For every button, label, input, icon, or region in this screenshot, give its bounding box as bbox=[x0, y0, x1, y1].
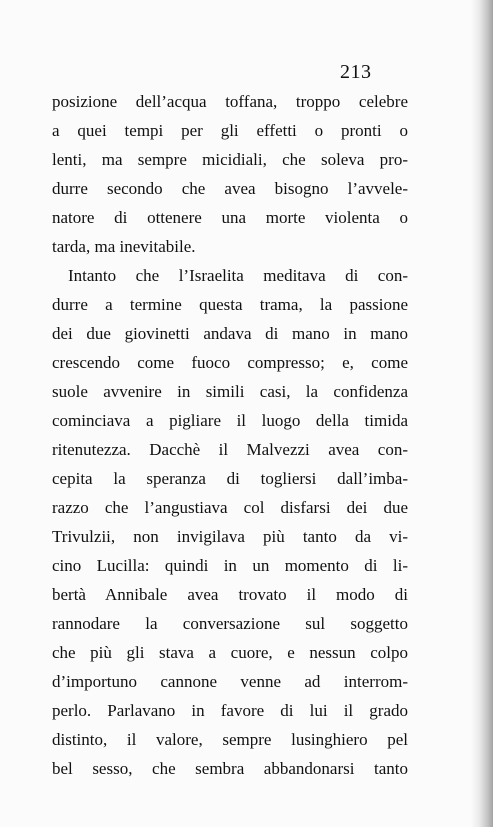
text-line: cominciava a pigliare il luogo della timida bbox=[52, 411, 408, 430]
text-line: crescendo come fuoco compresso; e, come bbox=[52, 353, 408, 372]
text-line: posizione dell’acqua toffana, troppo celebre bbox=[52, 92, 408, 111]
body-text bbox=[52, 87, 408, 783]
page-gutter-shadow bbox=[471, 0, 493, 827]
text-line: tarda, ma inevitabile. bbox=[52, 237, 196, 256]
text-line: bel sesso, che sembra abbandonarsi tanto bbox=[52, 759, 408, 778]
text-line: d’importuno cannone venne ad interrom- bbox=[52, 672, 408, 691]
text-line: dei due giovinetti andava di mano in mano bbox=[52, 324, 408, 343]
text-line: cino Lucilla: quindi in un momento di li- bbox=[52, 556, 408, 575]
text-line: lenti, ma sempre micidiali, che soleva pro- bbox=[52, 150, 408, 169]
text-line: Trivulzii, non invigilava più tanto da vi- bbox=[52, 527, 408, 546]
text-line: che più gli stava a cuore, e nessun colpo bbox=[52, 643, 408, 662]
text-line: ritenutezza. Dacchè il Malvezzi avea con- bbox=[52, 440, 408, 459]
text-line: durre secondo che avea bisogno l’avvele- bbox=[52, 179, 408, 198]
text-line: Intanto che l’Israelita meditava di con- bbox=[68, 266, 408, 285]
text-line: perlo. Parlavano in favore di lui il grado bbox=[52, 701, 408, 720]
text-line: suole avvenire in simili casi, la confidenza bbox=[52, 382, 408, 401]
text-line: bertà Annibale avea trovato il modo di bbox=[52, 585, 408, 604]
text-line: razzo che l’angustiava col disfarsi dei due bbox=[52, 498, 408, 517]
text-line: distinto, il valore, sempre lusinghiero pel bbox=[52, 730, 408, 749]
text-line: rannodare la conversazione sul soggetto bbox=[52, 614, 408, 633]
text-line: natore di ottenere una morte violenta o bbox=[52, 208, 408, 227]
text-line: durre a termine questa trama, la passione bbox=[52, 295, 408, 314]
text-line: a quei tempi per gli effetti o pronti o bbox=[52, 121, 408, 140]
text-line: cepita la speranza di togliersi dall’imba- bbox=[52, 469, 408, 488]
page-number: 213 bbox=[340, 61, 372, 83]
